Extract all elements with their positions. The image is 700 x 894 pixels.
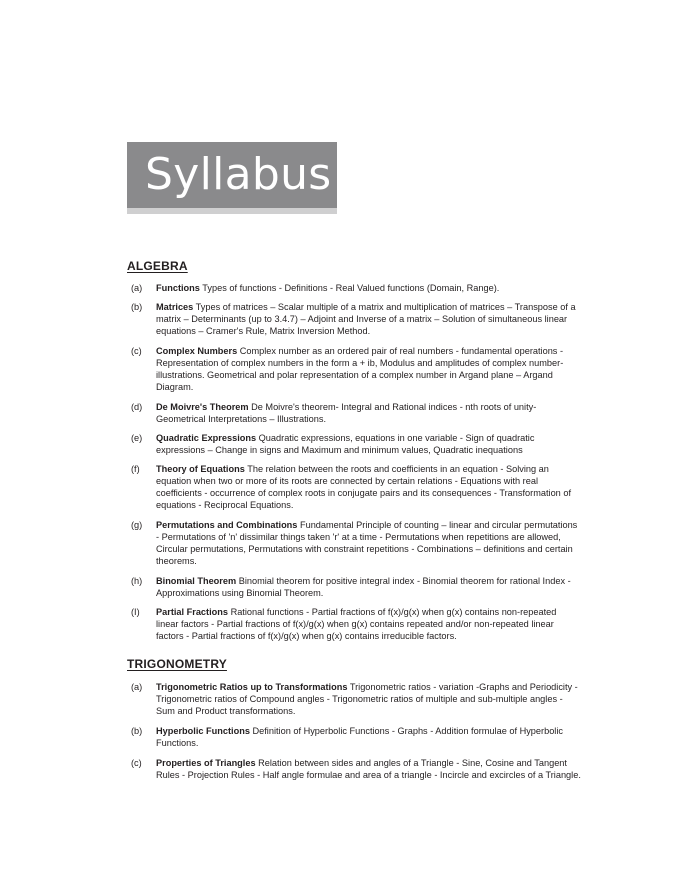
item-label: (b) (131, 726, 143, 736)
list-item (131, 757, 581, 781)
item-label: (a) (131, 682, 143, 692)
item-title: Functions (156, 283, 200, 293)
item-title: De Moivre's Theorem (156, 402, 249, 412)
list-item (131, 282, 581, 294)
item-title: Hyperbolic Functions (156, 726, 250, 736)
item-title: Complex Numbers (156, 346, 238, 356)
item-text: Types of matrices – Scalar multiple of a matrix and multiplication of matrices – Transpose of a matrix – Determinants (up to 3.4.7) – Adjoint and Inverse of a matrix – Solution of simultaneous linear equations – Cramer's Rule, Matrix Inversion Method. (156, 302, 576, 336)
item-title: Theory of Equations (156, 464, 245, 474)
list-item (131, 432, 581, 456)
item-label: (f) (131, 464, 140, 474)
item-title: Quadratic Expressions (156, 433, 257, 443)
item-title: Partial Fractions (156, 607, 228, 617)
item-title: Permutations and Combinations (156, 520, 298, 530)
item-label: (h) (131, 576, 143, 586)
item-label: (e) (131, 433, 143, 443)
item-text: Quadratic expressions, equations in one variable - Sign of quadratic expressions – Change in signs and Maximum and minimum values, Quadratic inequations (156, 433, 535, 455)
section-heading-algebra: ALGEBRA (127, 259, 188, 273)
item-title: Matrices (156, 302, 194, 312)
list-item (131, 575, 581, 599)
list-item (131, 519, 581, 567)
item-text: Trigonometric ratios - variation -Graphs and Periodicity - Trigonometric ratios of Compound angles - Trigonometric ratios of multiple and sub-multiple angles - Sum and Product transformations. (156, 682, 578, 716)
item-label: (a) (131, 283, 143, 293)
list-item (131, 301, 581, 337)
item-label: (d) (131, 402, 143, 412)
list-item (131, 606, 581, 642)
page-title: Syllabus (145, 149, 332, 200)
item-text: De Moivre's theorem- Integral and Rational indices - nth roots of unity- Geometrical Interpretations – Illustrations. (156, 402, 537, 424)
item-text: Complex number as an ordered pair of real numbers - fundamental operations - Representation of complex numbers in the form a + ib, Modulus and amplitudes of complex number-illustrations. Geometrical and polar representation of a complex number in Argand plane – Argand Diagram. (156, 346, 564, 392)
item-title: Binomial Theorem (156, 576, 237, 586)
item-text: Binomial theorem for positive integral index - Binomial theorem for rational Index - Approximations using Binomial Theorem. (156, 576, 571, 598)
section-heading-trigonometry: TRIGONOMETRY (127, 657, 227, 671)
item-label: (I) (131, 607, 140, 617)
item-text: Rational functions - Partial fractions of f(x)/g(x) when g(x) contains non-repeated linear factors - Partial fractions of f(x)/g(x) when g(x) contains repeated and/or non-repeated linear factors - Partial fractions of f(x)/g(x) when g(x) contains irreducible factors. (156, 607, 557, 641)
list-item (131, 725, 581, 749)
item-title: Properties of Triangles (156, 758, 256, 768)
item-label: (b) (131, 302, 143, 312)
item-text: Relation between sides and angles of a Triangle - Sine, Cosine and Tangent Rules - Projection Rules - Half angle formulae and area of a triangle - Incircle and excircles of a Triangle. (156, 758, 581, 780)
syllabus-banner (127, 142, 337, 214)
banner-underline (127, 208, 337, 214)
item-title: Trigonometric Ratios up to Transformations (156, 682, 348, 692)
item-label: (c) (131, 758, 142, 768)
list-item (131, 681, 581, 717)
item-label: (g) (131, 520, 143, 530)
list-item (131, 345, 581, 393)
item-text: Types of functions - Definitions - Real Valued functions (Domain, Range). (202, 283, 500, 293)
item-text: Fundamental Principle of counting – linear and circular permutations - Permutations of 'n' dissimilar things taken 'r' at a time - Permutations when repetitions are allowed, Circular permutations, Permutations with constraint repetitions - Combinations – definitions and certain theorems. (156, 520, 578, 566)
list-item (131, 463, 581, 511)
list-item (131, 401, 581, 425)
item-label: (c) (131, 346, 142, 356)
item-text: Definition of Hyperbolic Functions - Graphs - Addition formulae of Hyperbolic Functions. (156, 726, 563, 748)
item-text: The relation between the roots and coefficients in an equation - Solving an equation when two or more of its roots are connected by certain relations - Equations with real coefficients - occurrence of complex roots in conjugate pairs and its consequences - Transformation of equations - Reciprocal Equations. (156, 464, 572, 510)
